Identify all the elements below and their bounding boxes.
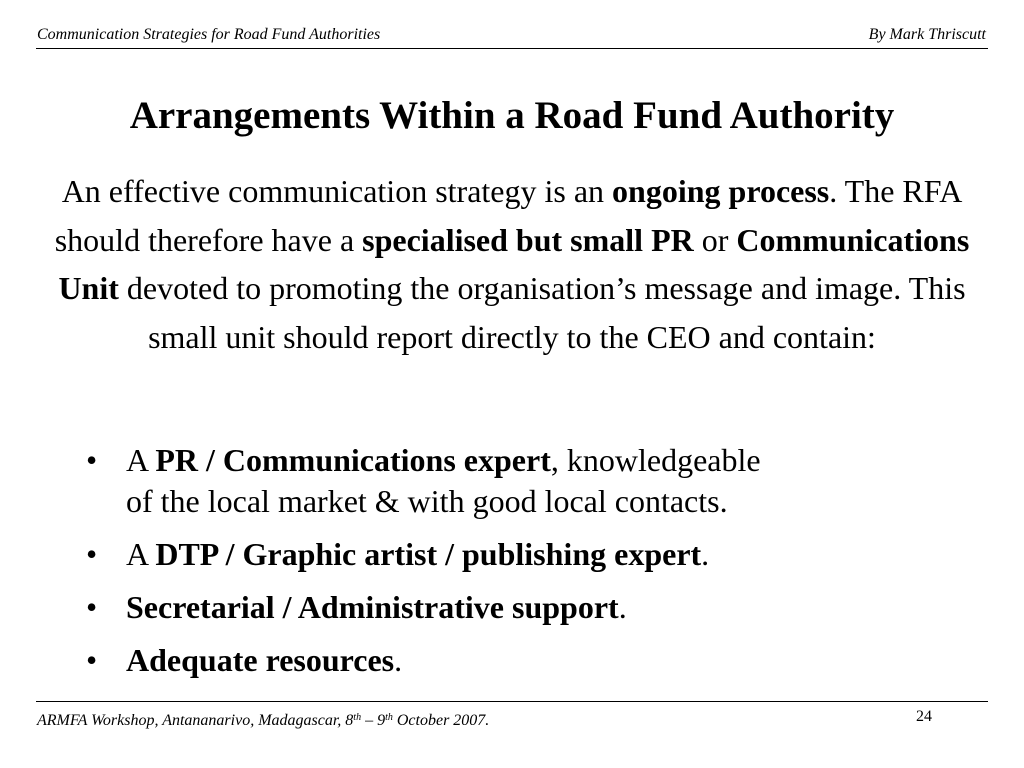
footer-divider [36, 701, 988, 702]
header-author: By Mark Thriscutt [868, 26, 986, 43]
bullet-text-pre: A [126, 442, 156, 478]
bullet-text-post: . [394, 642, 403, 678]
bullet-text-bold: Adequate resources [126, 642, 395, 678]
bullet-item-dtp-expert [84, 534, 964, 575]
bullet-text-line2: of the local market & with good local contacts. [126, 483, 728, 519]
bullet-icon: • [86, 642, 98, 678]
intro-text-4: devoted to promoting the organisation’s message and image. This small unit should report directly to the CEO and contain: [118, 270, 966, 355]
bullet-text-bold: DTP / Graphic artist / publishing expert [155, 536, 702, 572]
bullet-text-bold: Secretarial / Administrative support [126, 589, 619, 625]
header-left-text: Communication Strategies for Road Fund Authorities [37, 26, 381, 43]
page-number: 24 [916, 708, 932, 725]
footer-suffix: October 2007. [392, 712, 490, 729]
bullet-icon: • [86, 536, 98, 572]
slide-title: Arrangements Within a Road Fund Authority [129, 94, 895, 137]
footer-sup-2: th [385, 712, 393, 723]
bullet-text-bold: PR / Communications expert [155, 442, 551, 478]
bullet-text-post: , knowledgeable [550, 442, 761, 478]
bullet-text-pre: A [126, 536, 156, 572]
intro-bold-communications-unit: Communications Unit [58, 221, 970, 306]
header-divider [36, 48, 988, 49]
footer-mid: – 9 [361, 712, 386, 729]
bullet-item-pr-expert [84, 440, 964, 522]
intro-text-1: An effective communication strategy is an [61, 173, 613, 209]
footer-sup-1: th [353, 712, 362, 723]
bullet-item-adequate-resources [84, 640, 964, 681]
intro-text-3: or [693, 221, 737, 258]
intro-text-2: . The RFA should therefore have a [54, 173, 963, 258]
bullet-icon: • [86, 442, 98, 478]
bullet-text-post: . [701, 536, 710, 572]
bullet-list [84, 440, 964, 693]
footer-event-text [37, 712, 489, 730]
intro-paragraph [48, 167, 976, 361]
intro-bold-ongoing-process: ongoing process [612, 173, 830, 209]
footer-prefix: ARMFA Workshop, Antananarivo, Madagascar, 8 [37, 712, 354, 729]
bullet-text-post: . [618, 589, 627, 625]
bullet-icon: • [86, 589, 98, 625]
intro-bold-specialised-unit: specialised but small PR [362, 221, 694, 258]
bullet-item-secretarial-support [84, 587, 964, 628]
